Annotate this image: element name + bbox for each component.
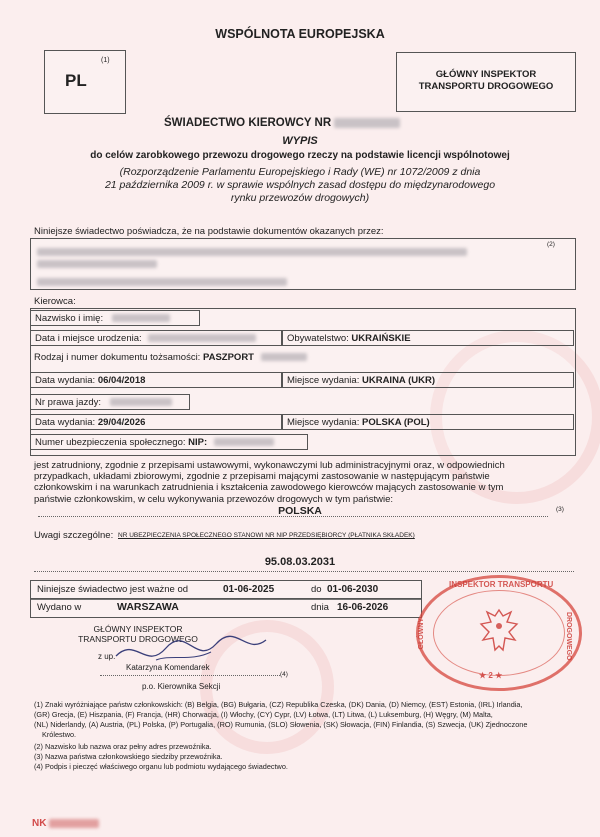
social-security-row [30, 434, 308, 450]
employment-line-1: jest zatrudniony, zgodnie z przepisami ustawowymi, wykonawczymi lub administracyjnymi oraz, w odpowiednich [34, 460, 505, 471]
carrier-sup: (2) [547, 241, 555, 248]
certify-intro: Niniejsze świadectwo poświadcza, że na podstawie dokumentów okazanych przez: [34, 226, 384, 237]
carrier-address-redacted [37, 273, 287, 291]
regulation-line-2: 21 października 2009 r. w sprawie wspólnych zasad dostępu do międzynarodowego [104, 179, 496, 191]
footnote-1-cont: (GR) Grecja, (E) Hiszpania, (F) Francja, (HR) Chorwacja, (I) Włochy, (CY) Cypr, (LV) Łotwa, (LT) Litwa, (L) Luksemburg, (H) Węgry, (M) Malta, [34, 710, 493, 719]
serial-redacted [49, 819, 99, 828]
license-issue-place-label: Miejsce wydania: [287, 417, 360, 428]
issuer-name [397, 69, 575, 93]
issued-in-label: Wydano w [37, 602, 82, 613]
license-number-row [30, 394, 190, 410]
serial-prefix: NK [32, 818, 47, 829]
nip-redacted [214, 438, 274, 446]
signer-name: Katarzyna Komendarek [126, 663, 210, 672]
issue-day-label: dnia [311, 602, 329, 613]
remarks-label: Uwagi szczególne: [34, 530, 114, 541]
employment-state: POLSKA [278, 505, 322, 517]
stamp-text-top: INSPEKTOR TRANSPORTU [449, 580, 554, 589]
id-document-number-redacted [261, 353, 307, 361]
driver-dob-row [30, 330, 282, 346]
driver-name-row [30, 310, 200, 326]
carrier-box [30, 238, 576, 290]
driver-name-label: Nazwisko i imię: [35, 313, 104, 324]
serial-number [32, 818, 99, 829]
valid-from-value: 01-06-2025 [223, 584, 275, 595]
footnote-1: (1) Znaki wyróżniające państw członkowskich: (B) Belgia, (BG) Bułgaria, (CZ) Republika Czeska, (DK) Dania, (D) Niemcy, (EST) Estonia, (IRL) Irlandia, [34, 700, 523, 709]
valid-from-label: Niniejsze świadectwo jest ważne od [37, 584, 189, 595]
stamp-text-bottom: ★ 2 ★ [479, 671, 503, 680]
issued-box [30, 598, 422, 618]
issuer-line-1: GŁÓWNY INSPEKTOR [435, 69, 537, 80]
license-issue-date-label: Data wydania: [35, 417, 96, 428]
id-document-row [30, 350, 370, 366]
social-security-nip: NIP: [188, 437, 208, 448]
valid-to-label: do [311, 584, 322, 595]
driver-dob-redacted [148, 334, 256, 342]
issuer-line-2: TRANSPORTU DROGOWEGO [418, 81, 554, 92]
doc-issue-place-value: UKRAINA (UKR) [361, 375, 435, 386]
country-code-box [44, 50, 126, 114]
doc-issue-date-row [30, 372, 282, 388]
employment-line-4: państwie członkowskim, w celu wykonywania przewozów drogowych w tym państwie: [34, 493, 394, 505]
extract-label: WYPIS [282, 135, 318, 147]
signature-authority-line-1: GŁÓWNY INSPEKTOR [93, 624, 183, 634]
driver-dob-label: Data i miejsce urodzenia: [35, 333, 142, 344]
signature-zup: z up. [98, 652, 116, 661]
stamp-text-right: DROGOWEGO [565, 612, 572, 661]
license-issue-date-value: 29/04/2026 [97, 417, 146, 428]
id-document-label: Rodzaj i numer dokumentu tożsamości: [34, 352, 201, 363]
certificate-title [164, 117, 400, 129]
doc-issue-place-row [282, 372, 574, 388]
license-issue-place-row [282, 414, 574, 430]
community-title: WSPÓLNOTA EUROPEJSKA [215, 27, 385, 41]
license-number-redacted [110, 398, 172, 406]
employment-text [34, 460, 574, 505]
signer-role: p.o. Kierownika Sekcji [142, 682, 221, 691]
remarks-dotted-line [34, 571, 574, 572]
regulation-text [0, 166, 600, 205]
issuer-box [396, 52, 576, 112]
footnote-2: (2) Nazwisko lub nazwa oraz pełny adres przewoźnika. [34, 742, 212, 751]
remarks-code: 95.08.03.2031 [264, 556, 336, 568]
employment-line-3: członkowskim i na warunkach zatrudnienia i kształcenia zawodowego kierowców mających zastosowanie w tym [34, 482, 504, 494]
country-code-sup: (1) [101, 57, 110, 64]
footnote-3: (3) Nazwa państwa członkowskiego siedziby przewoźnika. [34, 752, 223, 761]
doc-issue-date-value: 06/04/2018 [97, 375, 146, 386]
signature-authority-line-2: TRANSPORTU DROGOWEGO [78, 634, 198, 644]
license-number-label: Nr prawa jazdy: [35, 397, 101, 408]
country-code: PL [65, 71, 87, 90]
employment-state-sup: (3) [556, 506, 564, 513]
footnote-4: (4) Podpis i pieczęć właściwego organu lub podmiotu wydającego świadectwo. [34, 762, 288, 771]
citizenship-row [282, 330, 574, 346]
license-issue-date-row [30, 414, 282, 430]
validity-box [30, 580, 422, 600]
remarks-value: NR UBEZPIECZENIA SPOŁECZNEGO STANOWI NR NIP PRZEDSIĘBIORCY (PŁATNIKA SKŁADEK) [118, 532, 415, 539]
issued-in-value: WARSZAWA [117, 601, 179, 613]
stamp-text-left: GŁÓWNY [418, 618, 425, 650]
citizenship-value: UKRAIŃSKIE [351, 333, 411, 344]
footnote-1-cont-3: Królestwo. [42, 730, 77, 739]
social-security-label: Numer ubezpieczenia społecznego: [35, 437, 186, 448]
issue-day-value: 16-06-2026 [337, 602, 389, 613]
footnotes [34, 700, 574, 772]
doc-issue-date-label: Data wydania: [35, 375, 96, 386]
certificate-title-text: ŚWIADECTWO KIEROWCY NR [164, 117, 332, 129]
certificate-number-redacted [334, 118, 400, 128]
carrier-name-redacted-2 [37, 255, 157, 273]
regulation-line-3: rynku przewozów drogowych) [230, 192, 370, 204]
license-issue-place-value: POLSKA (POL) [361, 417, 430, 428]
footnote-1-cont-2: (NL) Niderlandy, (A) Austria, (PL) Polska, (P) Portugalia, (RO) Rumunia, (SLO) Słowenia, (SK) Słowacja, (FIN) Finlandia, (S) Szwecja, (UK) Zjednoczone [34, 720, 528, 729]
certificate-purpose: do celów zarobkowego przewozu drogowego rzeczy na podstawie licencji wspólnotowej [90, 150, 510, 161]
eagle-emblem-icon [477, 606, 521, 658]
employment-line-2: przypadkach, układami zbiorowymi, zgodnie z przepisami mającymi zastosowanie w następującym państwie [34, 471, 490, 483]
signature-sup: (4) [280, 671, 288, 678]
doc-issue-place-label: Miejsce wydania: [287, 375, 360, 386]
regulation-line-1: (Rozporządzenie Parlamentu Europejskiego i Rady (WE) nr 1072/2009 z dnia [119, 166, 481, 178]
signature-dotted-line [100, 675, 280, 676]
valid-to-value: 01-06-2030 [327, 584, 379, 595]
driver-section-label: Kierowca: [34, 296, 76, 307]
driver-name-redacted [112, 314, 170, 322]
id-document-value: PASZPORT [202, 352, 254, 363]
citizenship-label: Obywatelstwo: [287, 333, 349, 344]
official-stamp [416, 575, 582, 691]
